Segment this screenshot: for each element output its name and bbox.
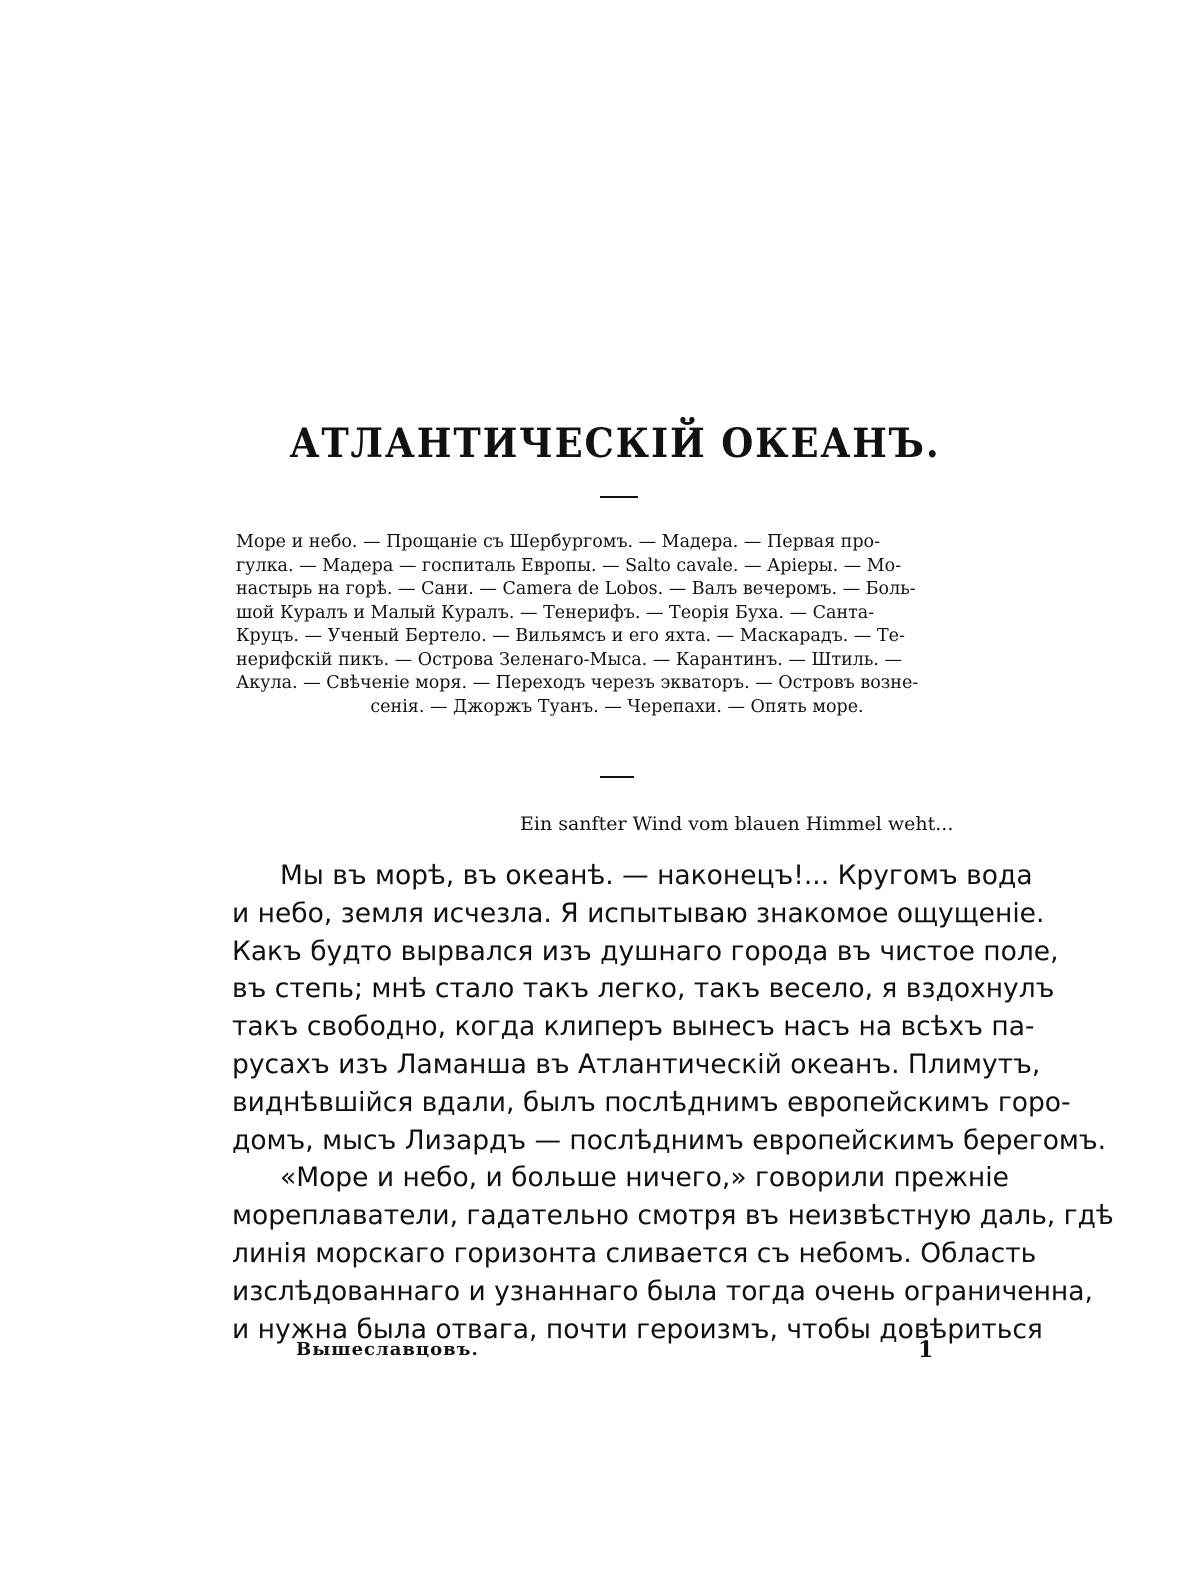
- summary-line: настырь на горѣ. — Сани. — Camera de Lobos. — Валъ вечеромъ. — Боль-: [236, 579, 916, 599]
- body-line: Мы въ морѣ, въ океанѣ. — наконецъ!... Кругомъ вода: [280, 860, 1033, 891]
- body-line: домъ, мысъ Лизардъ — послѣднимъ европейскимъ берегомъ.: [232, 1124, 1107, 1156]
- chapter-summary: [236, 531, 998, 719]
- body-line: и небо, земля исчезла. Я испытываю знакомое ощущеніе.: [232, 897, 1045, 929]
- body-line: изслѣдованнаго и узнаннаго была тогда очень ограниченна,: [232, 1275, 1093, 1307]
- chapter-title: АТЛАНТИЧЕСКІЙ ОКЕАНЪ.: [289, 420, 941, 467]
- summary-line: шой Куралъ и Малый Куралъ. — Тенерифъ. — Теорія Буха. — Санта-: [236, 602, 875, 623]
- footer-author: Вышеславцовъ.: [296, 1339, 479, 1360]
- epigraph: Ein sanfter Wind vom blauen Himmel weht...: [520, 813, 954, 835]
- body-line: въ степь; мнѣ стало такъ легко, такъ весело, я вздохнулъ: [232, 973, 1055, 1005]
- body-line: Какъ будто вырвался изъ душнаго города въ чистое поле,: [232, 935, 1059, 967]
- body-line: и нужна была отвага, почти героизмъ, чтобы довѣриться: [232, 1313, 1043, 1345]
- page-number: 1: [918, 1337, 934, 1363]
- body-line: линія морскаго горизонта сливается съ небомъ. Область: [232, 1237, 1037, 1269]
- title-divider: [600, 496, 638, 498]
- summary-divider: [600, 776, 634, 778]
- body-line: мореплаватели, гадательно смотря въ неизвѣстную даль, гдѣ: [232, 1200, 1114, 1232]
- body-text: [232, 857, 1114, 1348]
- body-line: виднѣвшійся вдали, былъ послѣднимъ европейскимъ горо-: [232, 1086, 1071, 1118]
- summary-line: Акула. — Свѣченіе моря. — Переходъ черезъ экваторъ. — Островъ возне-: [236, 673, 919, 693]
- summary-line: сенія. — Джоржъ Туанъ. — Черепахи. — Опять море.: [370, 696, 864, 717]
- body-line: русахъ изъ Ламанша въ Атлантическій океанъ. Плимутъ,: [232, 1048, 1041, 1080]
- summary-line: Круцъ. — Ученый Бертело. — Вильямсъ и его яхта. — Маскарадъ. — Те-: [236, 626, 905, 646]
- summary-line: Море и небо. — Прощаніе съ Шербургомъ. — Мадера. — Первая про-: [236, 532, 880, 552]
- body-line: такъ свободно, когда клиперъ вынесъ насъ на всѣхъ па-: [232, 1011, 1035, 1043]
- summary-line: нерифскій пикъ. — Острова Зеленаго-Мыса. — Карантинъ. — Штиль. —: [236, 649, 903, 670]
- summary-line: гулка. — Мадера — госпиталь Европы. — Salto cavale. — Аріеры. — Мо-: [236, 555, 902, 576]
- body-line: «Море и небо, и больше ничего,» говорили прежніе: [280, 1162, 1009, 1194]
